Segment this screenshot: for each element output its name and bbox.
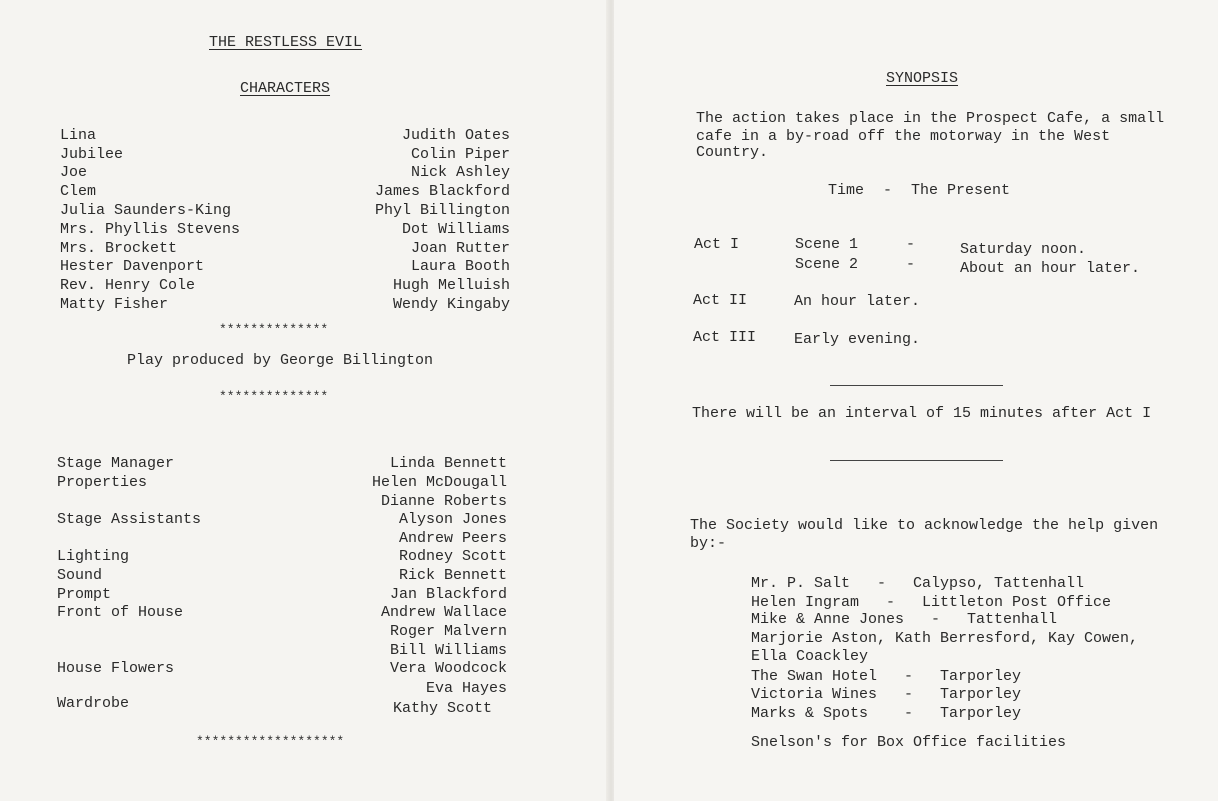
crew-row <box>57 695 492 717</box>
divider-line <box>830 460 1003 461</box>
crew-person: Andrew Peers <box>398 530 507 547</box>
crew-row <box>57 474 507 493</box>
scene-dash: - <box>906 236 916 253</box>
crew-role: Properties <box>57 474 148 491</box>
setting-line: Country. <box>696 144 769 161</box>
cast-row <box>60 221 510 240</box>
act-1-scene-1: Scene 1 <box>795 236 859 253</box>
crew-role: Wardrobe <box>57 695 130 712</box>
cast-row <box>60 296 510 315</box>
crew-person: Linda Bennett <box>389 455 507 472</box>
cast-row <box>60 183 510 202</box>
crew-row <box>57 493 507 512</box>
ack-item: Mr. P. Salt - Calypso, Tattenhall <box>751 575 1085 592</box>
crew-person: Helen McDougall <box>371 474 507 491</box>
crew-row <box>57 586 507 605</box>
crew-role: Prompt <box>57 586 112 603</box>
cast-row <box>60 258 510 277</box>
cast-role: Clem <box>60 183 97 200</box>
crew-person: Dianne Roberts <box>380 493 507 510</box>
ack-item: Marks & Spots - Tarporley <box>751 705 1022 722</box>
characters-heading: CHARACTERS <box>240 80 331 97</box>
cast-actor: Phyl Billington <box>374 202 510 219</box>
divider-stars: ************** <box>219 389 329 404</box>
cast-actor: Laura Booth <box>410 258 510 275</box>
interval-note: There will be an interval of 15 minutes after Act I <box>692 405 1152 422</box>
cast-actor: James Blackford <box>374 183 510 200</box>
crew-row <box>57 567 507 586</box>
act-1-scene-2: Scene 2 <box>795 256 859 273</box>
crew-row <box>57 660 507 679</box>
cast-row <box>60 277 510 296</box>
crew-person: Alyson Jones <box>398 511 507 528</box>
act-2-time: An hour later. <box>794 293 921 310</box>
cast-actor: Joan Rutter <box>410 240 510 257</box>
crew-row <box>57 548 507 567</box>
cast-role: Matty Fisher <box>60 296 169 313</box>
ack-item: Victoria Wines - Tarporley <box>751 686 1022 703</box>
cast-actor: Dot Williams <box>401 221 510 238</box>
act-1-scene-1-time: Saturday noon. <box>960 241 1087 258</box>
act-1-label: Act I <box>694 236 740 253</box>
cast-actor: Wendy Kingaby <box>392 296 510 313</box>
crew-role: Stage Assistants <box>57 511 202 528</box>
act-1-scene-2-time: About an hour later. <box>960 260 1141 277</box>
crew-role: Front of House <box>57 604 184 621</box>
ack-item: Helen Ingram - Littleton Post Office <box>751 594 1112 611</box>
cast-actor: Nick Ashley <box>410 164 510 181</box>
crew-person: Roger Malvern <box>389 623 507 640</box>
cast-row <box>60 240 510 259</box>
crew-person: Kathy Scott <box>392 700 492 717</box>
cast-role: Rev. Henry Cole <box>60 277 196 294</box>
cast-row <box>60 146 510 165</box>
cast-row <box>60 202 510 221</box>
cast-actor: Hugh Melluish <box>392 277 510 294</box>
crew-role: House Flowers <box>57 660 175 677</box>
crew-row <box>57 455 507 474</box>
time-value: The Present <box>911 182 1011 199</box>
ack-intro-line: The Society would like to acknowledge the help given <box>690 517 1159 534</box>
scene-dash: - <box>906 256 916 273</box>
divider-line <box>830 385 1003 386</box>
left-page <box>0 0 608 801</box>
play-title: THE RESTLESS EVIL <box>209 34 363 51</box>
cast-actor: Colin Piper <box>410 146 510 163</box>
crew-row <box>57 604 507 623</box>
cast-actor: Judith Oates <box>401 127 510 144</box>
act-3-time: Early evening. <box>794 331 921 348</box>
cast-role: Lina <box>60 127 97 144</box>
setting-line: The action takes place in the Prospect Cafe, a small <box>696 110 1165 127</box>
crew-role: Sound <box>57 567 103 584</box>
crew-role: Stage Manager <box>57 455 175 472</box>
crew-person: Eva Hayes <box>425 680 507 697</box>
crew-role: Lighting <box>57 548 130 565</box>
crew-person: Andrew Wallace <box>380 604 507 621</box>
producer-credit: Play produced by George Billington <box>127 352 434 369</box>
ack-item: Marjorie Aston, Kath Berresford, Kay Cowen, <box>751 630 1139 647</box>
crew-person: Rick Bennett <box>398 567 507 584</box>
synopsis-heading: SYNOPSIS <box>886 70 959 87</box>
cast-role: Joe <box>60 164 88 181</box>
time-dash: - <box>883 182 893 199</box>
divider-stars: ******************* <box>196 734 345 749</box>
cast-role: Hester Davenport <box>60 258 205 275</box>
ack-item: Snelson's for Box Office facilities <box>751 734 1067 751</box>
crew-person: Rodney Scott <box>398 548 507 565</box>
cast-role: Mrs. Phyllis Stevens <box>60 221 241 238</box>
ack-item: The Swan Hotel - Tarporley <box>751 668 1022 685</box>
crew-person: Vera Woodcock <box>389 660 507 677</box>
crew-row <box>57 511 507 530</box>
crew-row <box>57 642 507 661</box>
time-label: Time <box>828 182 865 199</box>
divider-stars: ************** <box>219 322 329 337</box>
crew-person: Jan Blackford <box>389 586 507 603</box>
ack-item: Ella Coackley <box>751 648 869 665</box>
act-2-label: Act II <box>693 292 748 309</box>
cast-row <box>60 127 510 146</box>
crew-row <box>57 530 507 549</box>
cast-role: Mrs. Brockett <box>60 240 178 257</box>
act-3-label: Act III <box>693 329 757 346</box>
cast-role: Julia Saunders-King <box>60 202 232 219</box>
ack-item: Mike & Anne Jones - Tattenhall <box>751 611 1058 628</box>
crew-person: Bill Williams <box>389 642 507 659</box>
crew-row <box>57 623 507 642</box>
ack-intro-line: by:- <box>690 535 727 552</box>
setting-line: cafe in a by-road off the motorway in the West <box>696 128 1111 145</box>
cast-row <box>60 164 510 183</box>
cast-role: Jubilee <box>60 146 124 163</box>
